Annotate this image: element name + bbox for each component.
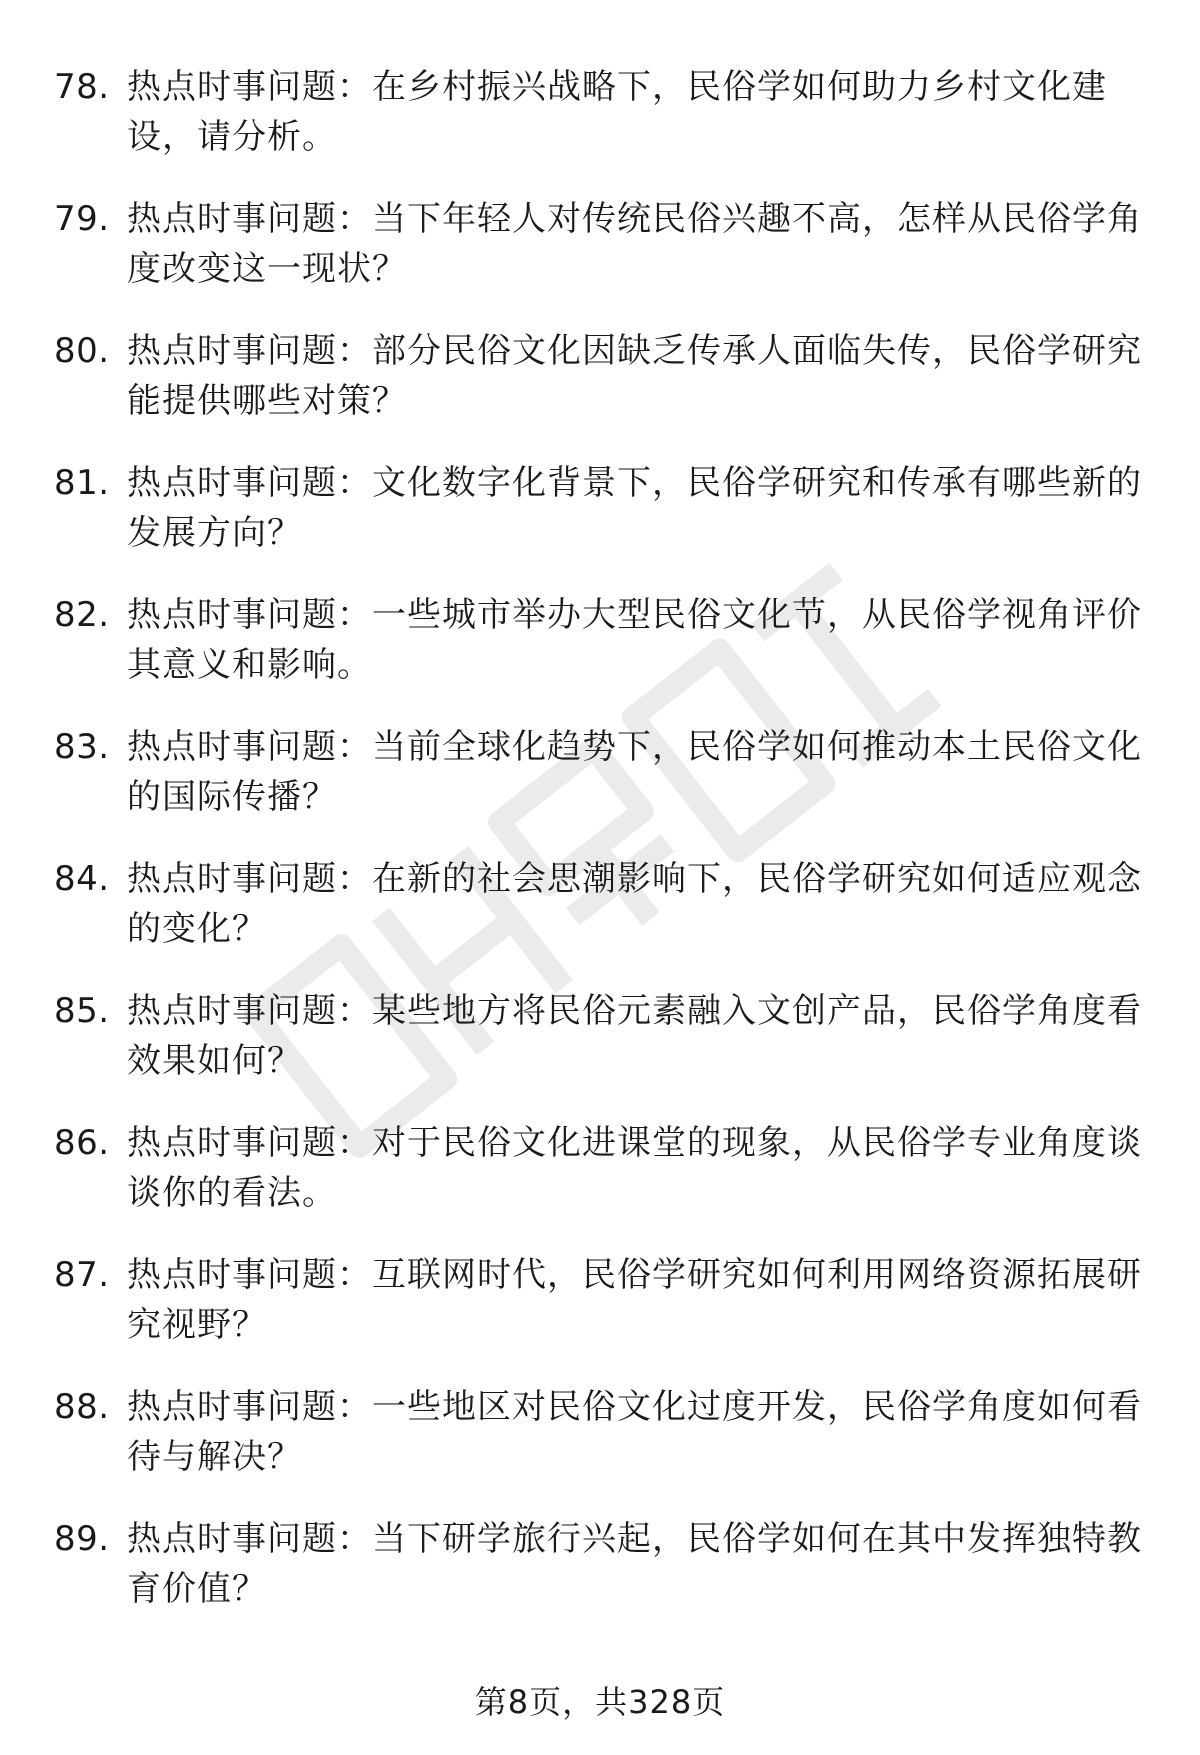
question-number: 80. (54, 331, 110, 371)
question-text: 热点时事问题：对于民俗文化进课堂的现象，从民俗学专业角度谈谈你的看法。 (127, 1123, 1142, 1213)
question-text: 热点时事问题：部分民俗文化因缺乏传承人面临失传，民俗学研究能提供哪些对策？ (127, 331, 1142, 421)
question-text: 热点时事问题：当下年轻人对传统民俗兴趣不高，怎样从民俗学角度改变这一现状？ (127, 199, 1142, 289)
list-item (0, 850, 1200, 982)
question-text: 热点时事问题：当前全球化趋势下，民俗学如何推动本土民俗文化的国际传播？ (127, 727, 1142, 817)
question-number: 79. (54, 199, 110, 239)
question-number: 78. (54, 67, 110, 107)
question-text: 热点时事问题：当下研学旅行兴起，民俗学如何在其中发挥独特教育价值？ (127, 1519, 1142, 1609)
list-item (0, 454, 1200, 586)
list-item (0, 1114, 1200, 1246)
question-number: 86. (54, 1123, 110, 1163)
list-item (0, 718, 1200, 850)
question-number: 85. (54, 991, 110, 1031)
question-number: 84. (54, 859, 110, 899)
page-number: 第8页，共328页 (474, 1683, 726, 1721)
list-item (0, 1378, 1200, 1510)
list-item (0, 586, 1200, 718)
question-text: 热点时事问题：文化数字化背景下，民俗学研究和传承有哪些新的发展方向？ (127, 463, 1142, 553)
question-text: 热点时事问题：一些地区对民俗文化过度开发，民俗学角度如何看待与解决？ (127, 1387, 1142, 1477)
question-text: 热点时事问题：在新的社会思潮影响下，民俗学研究如何适应观念的变化？ (127, 859, 1142, 949)
list-item (0, 190, 1200, 322)
list-item (0, 1246, 1200, 1378)
question-list (0, 58, 1200, 1642)
question-text: 热点时事问题：某些地方将民俗元素融入文创产品，民俗学角度看效果如何？ (127, 991, 1142, 1081)
question-number: 83. (54, 727, 110, 767)
question-number: 87. (54, 1255, 110, 1295)
question-text: 热点时事问题：互联网时代，民俗学研究如何利用网络资源拓展研究视野？ (127, 1255, 1142, 1345)
question-number: 82. (54, 595, 110, 635)
list-item (0, 58, 1200, 190)
question-text: 热点时事问题：一些城市举办大型民俗文化节，从民俗学视角评价其意义和影响。 (127, 595, 1142, 685)
question-text: 热点时事问题：在乡村振兴战略下，民俗学如何助力乡村文化建设，请分析。 (127, 67, 1107, 157)
list-item (0, 982, 1200, 1114)
question-number: 81. (54, 463, 110, 503)
question-number: 88. (54, 1387, 110, 1427)
list-item (0, 1510, 1200, 1642)
question-number: 89. (54, 1519, 110, 1559)
list-item (0, 322, 1200, 454)
